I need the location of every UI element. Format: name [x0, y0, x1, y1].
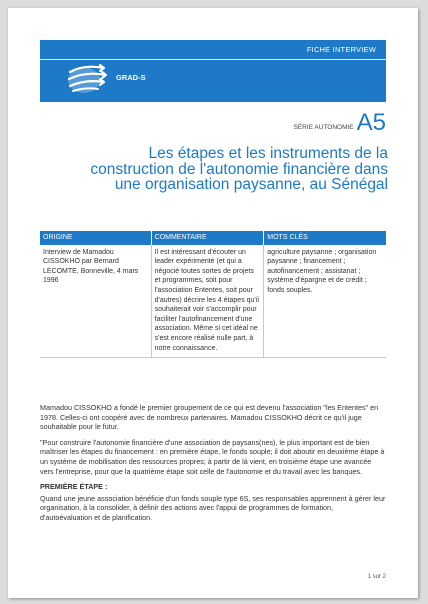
logo-text: GRAD-S — [116, 73, 146, 82]
body-text — [40, 403, 386, 529]
header-band — [40, 40, 386, 102]
document-page — [8, 8, 418, 598]
header-mots-cles: MOTS CLÉS — [264, 231, 386, 245]
table-row — [40, 245, 386, 358]
paragraph-first-step: Quand une jeune association bénéficie d'un fonds souple type 6S, ses responsables apprennent à gérer leur organisation, à la consolider, à définir des actions avec l'appui de programmes de formation, d'autoévaluation et de planification. — [40, 493, 386, 522]
series-marker — [293, 109, 386, 136]
paragraph-intro: Mamadou CISSOKHO a fondé le premier groupement de ce qui est devenu l'association "les Ententes" en 1978. Celles-ci ont coopéré avec de nombreux partenaires. Mamadou CISSOKHO décrit ce qu'il juge souhaitable pour le futur. — [40, 403, 379, 432]
cell-commentaire: Il est intéressant d'écouter un leader expérimenté (et qui a négocié toutes sortes de projets et programmes, soit pour l'association Ententes, soit pour d'autres) décrire les 4 étapes qu'il souhaiterait voir s'accomplir pour faciliter l'autofinancement d'une association. Même si cet idéal ne s'est encore réalisé nulle part, à notre connaissance. — [151, 245, 264, 358]
cell-origine: Interview de Mamadou CISSOKHO par Bernard LECOMTE, Bonneville, 4 mars 1996 — [40, 245, 151, 358]
paragraph-quote: "Pour construire l'autonomie financière d'une association de paysans(nes), le plus important est de bien maîtriser les étapes du financement : en première étape, le fonds souple; il doit aboutir en deuxième étape à un système de mobilisation des ressources propres; à partir de là vient, en troisième étape une avancée vers l'entreprise, pour que la quatrième étape soit celle de l'autonomie et du travail avec les banques. — [40, 437, 385, 476]
cell-mots-cles: agriculture paysanne ; organisation paysanne ; financement ; autofinancement ; assistanat ; système d'épargne et de crédit ; fonds souples. — [264, 245, 386, 358]
metadata-table — [40, 231, 386, 358]
header-commentaire: COMMENTAIRE — [151, 231, 264, 245]
page-number: 1 sur 2 — [367, 574, 386, 580]
series-code: A5 — [356, 109, 386, 136]
document-title: Les étapes et les instruments de la construction de l'autonomie financière dans une organisation paysanne, au Sénégal — [90, 145, 388, 193]
header-origine: ORIGINE — [40, 231, 151, 245]
document-type-label: FICHE INTERVIEW — [306, 45, 376, 54]
section-heading: PREMIÈRE ÉTAPE : — [40, 482, 108, 492]
series-label: SÉRIE AUTONOMIE — [293, 124, 354, 131]
grad-s-logo-icon — [64, 60, 112, 96]
